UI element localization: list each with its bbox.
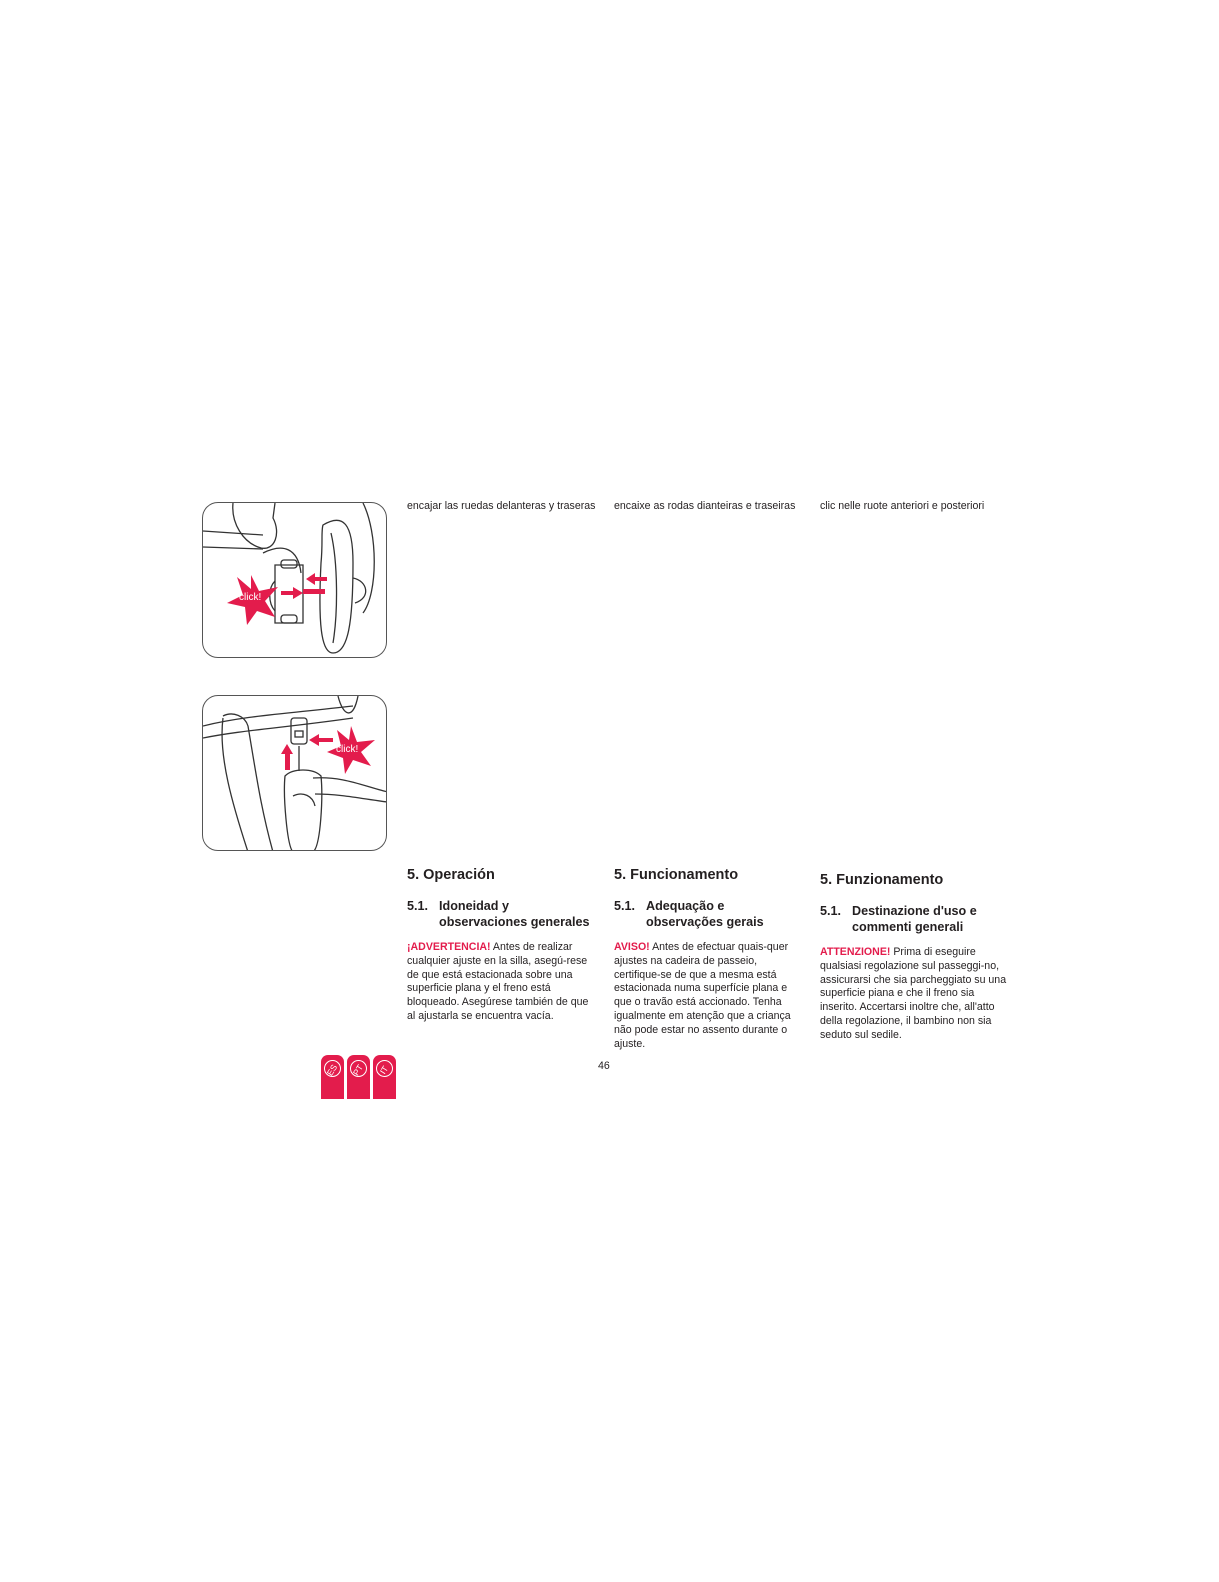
section-it bbox=[820, 871, 1010, 1043]
subheading-number: 5.1. bbox=[407, 899, 429, 913]
subheading-number: 5.1. bbox=[614, 899, 636, 913]
language-tabs bbox=[321, 1055, 396, 1099]
subheading-pt bbox=[614, 898, 804, 930]
language-tab-it bbox=[373, 1055, 396, 1099]
heading-it: 5. Funzionamento bbox=[820, 872, 944, 888]
language-tab-es bbox=[321, 1055, 344, 1099]
language-tab-label: IT bbox=[377, 1064, 391, 1076]
heading-es: 5. Operación bbox=[407, 867, 495, 883]
click-label-1: click! bbox=[239, 592, 262, 603]
heading-pt: 5. Funcionamento bbox=[614, 867, 739, 883]
subheading-es bbox=[407, 898, 597, 930]
warning-label-it: ATTENZIONE! bbox=[820, 946, 891, 958]
subheading-title: Adequação e observações gerais bbox=[646, 899, 764, 929]
illustration-wheel-attach bbox=[202, 502, 387, 658]
warning-label-pt: AVISO! bbox=[614, 941, 650, 953]
intro-it: clic nelle ruote anteriori e posteriori bbox=[820, 500, 985, 512]
body-text-es: Antes de realizar cualquier ajuste en la silla, asegú-rese de que está estacionada sobre una superficie plana y el freno está bloqueado. Asegúrese también de que al ajustarla se encuentra vacía. bbox=[407, 941, 589, 1022]
language-tab-label: PT bbox=[350, 1062, 366, 1078]
wheel-insert-drawing bbox=[203, 696, 387, 851]
section-pt bbox=[614, 866, 804, 1051]
subheading-number: 5.1. bbox=[820, 904, 842, 918]
page-number: 46 bbox=[598, 1060, 610, 1072]
language-tab-pt bbox=[347, 1055, 370, 1099]
body-text-pt: Antes de efectuar quais-quer ajustes na cadeira de passeio, certifique-se de que a mesma está estacionada numa superfície plana e que o travão está accionado. Tenha igualmente em atenção que a criança não pode estar no assento durante o ajuste. bbox=[614, 941, 791, 1050]
language-tab-label: ES bbox=[324, 1062, 340, 1078]
illustration-wheel-insert bbox=[202, 695, 387, 851]
paragraph-pt bbox=[614, 941, 804, 1051]
intro-pt: encaixe as rodas dianteiras e traseiras bbox=[614, 500, 796, 512]
intro-es: encajar las ruedas delanteras y traseras bbox=[407, 500, 596, 512]
warning-label-es: ¡ADVERTENCIA! bbox=[407, 941, 491, 953]
wheel-attach-drawing bbox=[203, 503, 387, 658]
body-text-it: Prima di eseguire qualsiasi regolazione sul passeggi-no, assicurarsi che sia parcheggiato su una superficie piana e che il freno sia inserito. Accertarsi inoltre che, all'atto della regolazione, il bambino non sia seduto sul sedile. bbox=[820, 946, 1007, 1041]
paragraph-it bbox=[820, 946, 1010, 1043]
subheading-it bbox=[820, 903, 1010, 935]
section-es bbox=[407, 866, 597, 1024]
click-label-2: click! bbox=[336, 744, 359, 755]
subheading-title: Idoneidad y observaciones generales bbox=[439, 899, 590, 929]
subheading-title: Destinazione d'uso e commenti generali bbox=[852, 904, 977, 934]
paragraph-es bbox=[407, 941, 597, 1024]
